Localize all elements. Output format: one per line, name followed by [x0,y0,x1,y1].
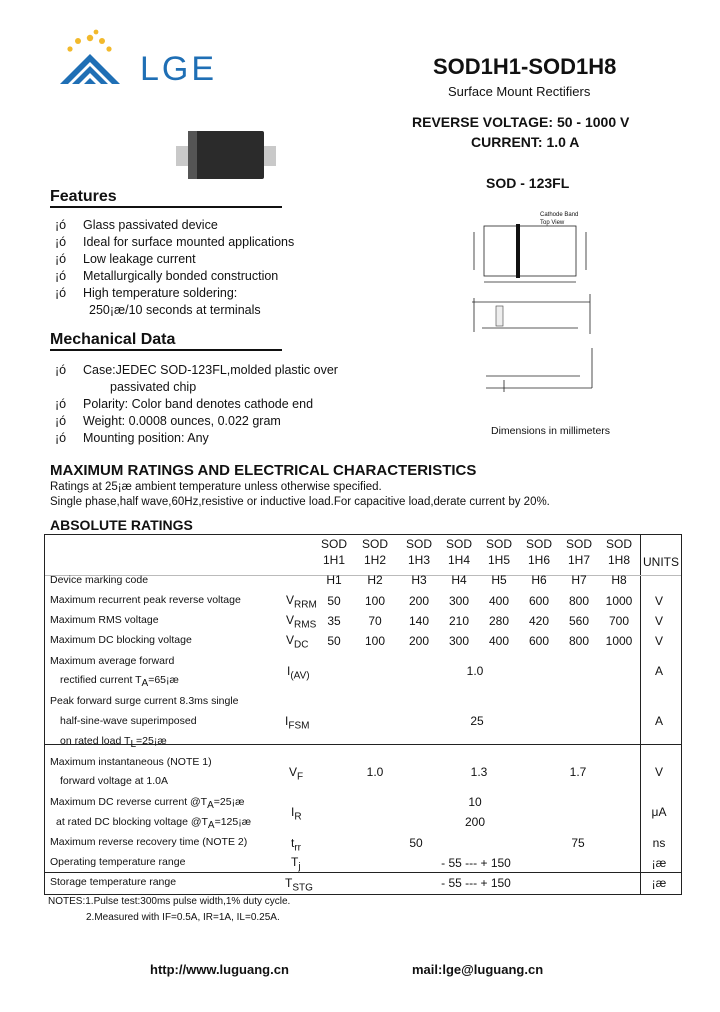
cell-vdc: 1000 [605,634,633,648]
current: CURRENT: 1.0 A [471,134,580,150]
ir-value-2: 200 [464,815,486,829]
row-ir-label-1: Maximum DC reverse current $@T_A=25¡æ$ [50,796,245,812]
note-1: NOTES:1.Pulse test:300ms pulse width,1% duty cycle. [48,896,291,907]
cell-vrms: 35 [327,614,341,628]
row-trr-label: Maximum reverse recovery time (NOTE 2) [50,836,248,848]
cell-marking: H5 [491,573,507,587]
ratings-title: MAXIMUM RATINGS AND ELECTRICAL CHARACTERISTICS [50,462,477,479]
marking-label-2: Top View [540,220,565,226]
trr-value-1: 50 [409,836,423,850]
cell-vrms: 70 [368,614,382,628]
row-marking-label: Device marking code [50,574,149,586]
unit-vf: V [654,765,663,779]
sym-tj: $T_j$ [291,855,301,873]
row-ifsm-label-3: on rated load $T_L=25¡æ$ [60,735,167,751]
features-list [55,217,385,319]
part-header-bottom: 1H2 [363,553,386,567]
logo [56,24,246,94]
cell-vrms: 560 [568,614,590,628]
unit-tstg: ¡æ [651,876,667,890]
part-header-bottom: 1H7 [567,553,590,567]
cell-vrrm: 600 [528,594,550,608]
header-units: UNITS [643,555,679,569]
list-item: ¡ó Mounting position: Any [55,431,209,445]
row-ifsm-label-1: Peak forward surge current 8.3ms single [50,695,239,707]
mechanical-underline [50,349,282,351]
row-tstg-label: Storage temperature range [50,876,177,888]
cell-marking: H3 [411,573,427,587]
list-item-cont: 250¡æ/10 seconds at terminals [89,303,261,317]
cell-vrrm: 300 [448,594,470,608]
list-item: ¡ó High temperature soldering: [55,286,238,300]
list-item: ¡ó Low leakage current [55,252,196,266]
unit-ir: μA [651,805,667,819]
cell-vrms: 140 [408,614,430,628]
cell-vrms: 420 [528,614,550,628]
cell-vrrm: 400 [488,594,510,608]
subtitle: Surface Mount Rectifiers [448,84,591,99]
cell-marking: H2 [367,573,383,587]
cell-vdc: 200 [408,634,430,648]
logo-text: LGE [140,50,218,88]
row-tj-label: Operating temperature range [50,856,186,868]
vf-value-1: 1.0 [366,765,384,779]
tstg-value: - 55 --- + 150 [441,876,511,890]
sym-vrrm: $V_{RRM}$ [286,593,317,611]
sym-tstg: $T_{STG}$ [285,876,313,894]
list-item: ¡ó Case:JEDEC SOD-123FL,molded plastic over [55,363,338,377]
list-item: ¡ó Polarity: Color band denotes cathode end [55,397,314,411]
reverse-voltage: REVERSE VOLTAGE: 50 - 1000 V [412,114,630,130]
absolute-ratings-title: ABSOLUTE RATINGS [50,517,193,533]
row-vrrm-label: Maximum recurrent peak reverse voltage [50,594,241,606]
sym-ir: $I_R$ [291,805,302,823]
cell-vrms: 280 [488,614,510,628]
part-header-top: SOD [320,537,347,551]
part-header-bottom: 1H8 [607,553,630,567]
ratings-note-1: Ratings at 25¡æ ambient temperature unless otherwise specified. [50,481,382,493]
component-image [176,131,276,179]
part-number: SOD1H1-SOD1H8 [433,54,617,79]
unit-iav: A [654,664,663,678]
unit-vdc: V [654,634,663,648]
ifsm-value: 25 [470,714,484,728]
cell-vdc: 100 [364,634,386,648]
dimensions-caption: Dimensions in millimeters [491,425,611,437]
cell-marking: H6 [531,573,547,587]
part-header-top: SOD [525,537,552,551]
cell-marking: H8 [611,573,627,587]
mechanical-list [55,362,395,447]
sym-iav: $I_{(AV)}$ [287,664,310,682]
unit-vrms: V [654,614,663,628]
unit-ifsm: A [654,714,663,728]
unit-trr: ns [652,836,666,850]
package-name: SOD - 123FL [486,175,570,191]
package-drawing [412,208,612,404]
row-vdc-label: Maximum DC blocking voltage [50,634,192,646]
vf-value-3: 1.7 [569,765,587,779]
cell-marking: H1 [326,573,342,587]
part-header-bottom: 1H3 [407,553,430,567]
row-ifsm-label-2: half-sine-wave superimposed [60,715,197,727]
list-item: ¡ó Metallurgically bonded construction [55,269,279,283]
row-iav-label-2: rectified current $T_A=65¡æ$ [60,674,179,690]
list-item: ¡ó Glass passivated device [55,218,218,232]
tj-value: - 55 --- + 150 [441,856,511,870]
part-header-top: SOD [361,537,388,551]
cell-vdc: 300 [448,634,470,648]
part-header-bottom: 1H4 [447,553,470,567]
vf-value-2: 1.3 [470,765,488,779]
part-header-top: SOD [605,537,632,551]
cell-vrms: 700 [608,614,630,628]
logo-mark-icon [56,24,128,92]
row-iav-label-1: Maximum average forward [50,655,175,667]
part-header-top: SOD [485,537,512,551]
cell-vrrm: 800 [568,594,590,608]
footer-url[interactable]: http://www.luguang.cn [150,962,289,977]
note-2: 2.Measured with IF=0.5A, IR=1A, IL=0.25A. [86,912,280,923]
sym-ifsm: $I_{FSM}$ [285,714,310,732]
ir-value-1: 10 [468,795,482,809]
list-item: ¡ó Ideal for surface mounted applications [55,235,295,249]
footer-mail[interactable]: mail:lge@luguang.cn [412,962,544,977]
features-underline [50,206,282,208]
cell-vdc: 400 [488,634,510,648]
cell-vrrm: 100 [364,594,386,608]
cell-vdc: 50 [327,634,341,648]
part-header-bottom: 1H6 [527,553,550,567]
part-header-top: SOD [405,537,432,551]
row-ir-label-2: at rated DC blocking voltage $@T_A=125¡æ$ [56,816,252,832]
cell-marking: H7 [571,573,587,587]
part-header-bottom: 1H1 [322,553,345,567]
cell-vrms: 210 [448,614,470,628]
iav-value: 1.0 [466,664,484,678]
row-vf-label-2: forward voltage at 1.0A [60,775,168,787]
sym-vdc: $V_{DC}$ [286,633,309,651]
trr-value-2: 75 [571,836,585,850]
sym-vf: $V_F$ [289,765,304,783]
ratings-note-2: Single phase,half wave,60Hz,resistive or inductive load.For capacitive load,derate current by 20%. [50,496,550,508]
row-vrms-label: Maximum RMS voltage [50,614,159,626]
list-item-cont: passivated chip [110,380,197,394]
features-title: Features [50,188,117,205]
part-header-top: SOD [565,537,592,551]
unit-vrrm: V [654,594,663,608]
part-header-top: SOD [445,537,472,551]
marking-label-1: Cathode Band [540,212,579,218]
unit-tj: ¡æ [651,856,667,870]
row-vf-label-1: Maximum instantaneous (NOTE 1) [50,756,212,768]
part-header-bottom: 1H5 [487,553,510,567]
cell-vrrm: 50 [327,594,341,608]
mechanical-title: Mechanical Data [50,331,176,348]
cell-vrrm: 1000 [605,594,633,608]
sym-vrms: $V_{RMS}$ [286,613,317,631]
cell-vdc: 600 [528,634,550,648]
list-item: ¡ó Weight: 0.0008 ounces, 0.022 gram [55,414,281,428]
cell-marking: H4 [451,573,467,587]
cell-vrrm: 200 [408,594,430,608]
cell-vdc: 800 [568,634,590,648]
sym-trr: $t_{rr}$ [291,836,302,854]
dimension-drawing [412,208,612,404]
